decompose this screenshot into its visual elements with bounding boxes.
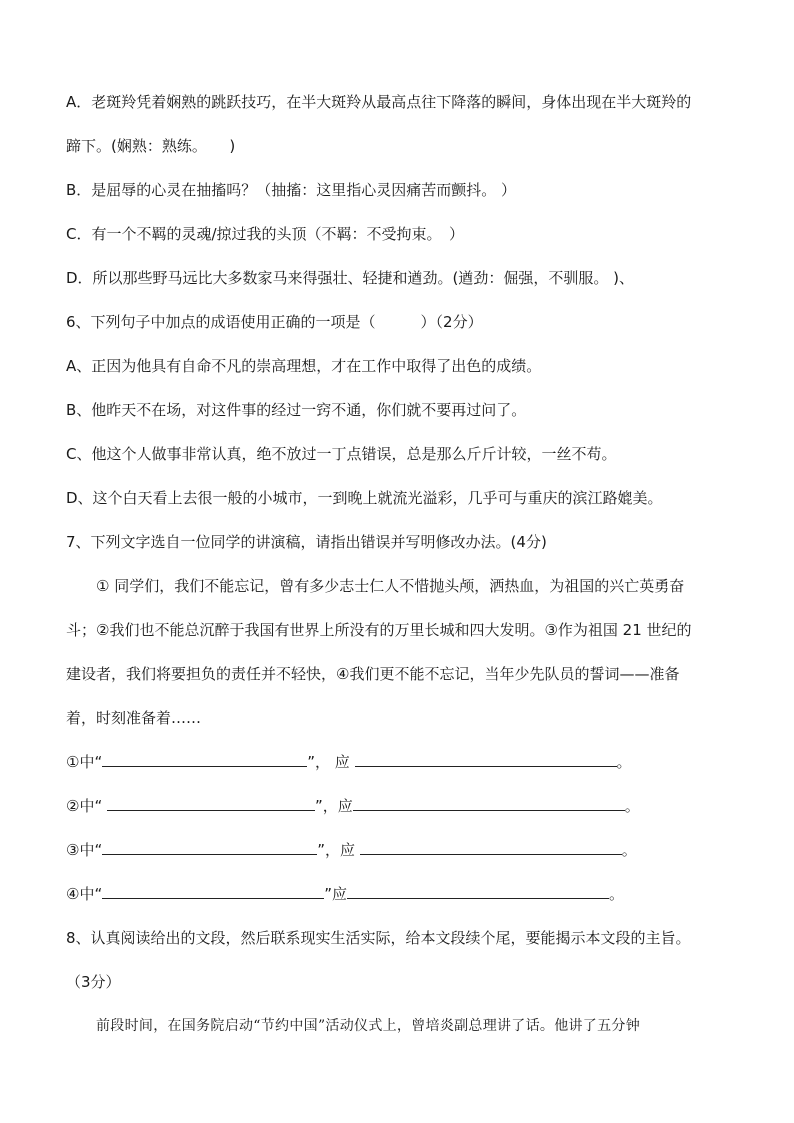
q6-option-c: C、他这个人做事非常认真，绝不放过一丁点错误，总是那么斤斤计较，一丝不苟。 [66,445,617,463]
answer-prefix: ②中“ [66,797,107,815]
answer-end: 。 [624,797,640,815]
q7-stem: 7、下列文字选自一位同学的讲演稿，请指出错误并写明修改办法。(4分) [66,533,547,551]
q7-answer-row-4 [66,884,624,904]
answer-blank-error[interactable] [102,752,307,767]
q6-option-d: D、这个白天看上去很一般的小城市，一到晚上就流光溢彩，几乎可与重庆的滨江路媲美。 [66,489,663,507]
answer-prefix: ③中“ [66,841,103,859]
answer-blank-fix[interactable] [347,884,609,899]
answer-blank-error[interactable] [102,840,317,855]
q5-option-d: D．所以那些野马远比大多数家马来得强壮、轻捷和遒劲。(遒劲：倔强，不驯服。 )、 [66,269,635,287]
q7-passage-line3: 建设者，我们将要担负的责任并不轻快，④我们更不能不忘记，当年少先队员的誓词——准备 [66,665,680,683]
q7-passage-line2: 斗；②我们也不能总沉醉于我国有世界上所没有的万里长城和四大发明。③作为祖国 21 世纪的 [66,621,692,639]
q5-option-a-line1: A．老斑羚凭着娴熟的跳跃技巧，在半大斑羚从最高点往下降落的瞬间，身体出现在半大斑羚的 [66,93,692,111]
answer-prefix: ①中“ [66,753,103,771]
q8-passage-line1: 前段时间，在国务院启动“节约中国”活动仪式上，曾培炎副总理讲了话。他讲了五分钟 [96,1018,641,1034]
answer-middle: ”，应 [317,841,360,859]
answer-blank-fix[interactable] [355,752,617,767]
answer-blank-fix[interactable] [353,796,625,811]
q8-points: （3分） [66,973,121,991]
answer-middle: ”， 应 [307,753,355,771]
answer-middle: ”，应 [315,797,353,815]
q5-option-b: B．是屈辱的心灵在抽搐吗？（抽搐：这里指心灵因痛苦而颤抖。 ） [66,181,517,199]
q7-answer-row-3 [66,840,637,860]
answer-blank-error[interactable] [102,884,324,899]
q6-option-b: B、他昨天不在场，对这件事的经过一窍不通，你们就不要再过问了。 [66,401,527,419]
q7-passage-line4: 着，时刻准备着…… [66,709,202,727]
q7-answer-row-1 [66,752,632,772]
answer-end: 。 [616,753,632,771]
q8-stem: 8、认真阅读给出的文段，然后联系现实生活实际，给本文段续个尾，要能揭示本文段的主旨。 [66,929,691,947]
answer-middle: ”应 [324,885,347,903]
q6-option-a: A、正因为他具有自命不凡的崇高理想，才在工作中取得了出色的成绩。 [66,357,542,375]
q5-option-a-line2: 蹄下。(娴熟：熟练。 ) [66,137,236,155]
q5-option-c: C．有一个不羁的灵魂/掠过我的头顶（不羁：不受拘束。 ） [66,225,465,243]
q7-passage-line1: ① 同学们，我们不能忘记，曾有多少志士仁人不惜抛头颅，洒热血，为祖国的兴亡英勇奋 [96,577,685,595]
answer-blank-fix[interactable] [360,840,622,855]
answer-prefix: ④中“ [66,885,103,903]
q6-stem: 6、下列句子中加点的成语使用正确的一项是（ ）（2分） [66,313,483,331]
answer-blank-error[interactable] [107,796,315,811]
answer-end: 。 [609,885,625,903]
q7-answer-row-2 [66,796,640,816]
answer-end: 。 [621,841,637,859]
